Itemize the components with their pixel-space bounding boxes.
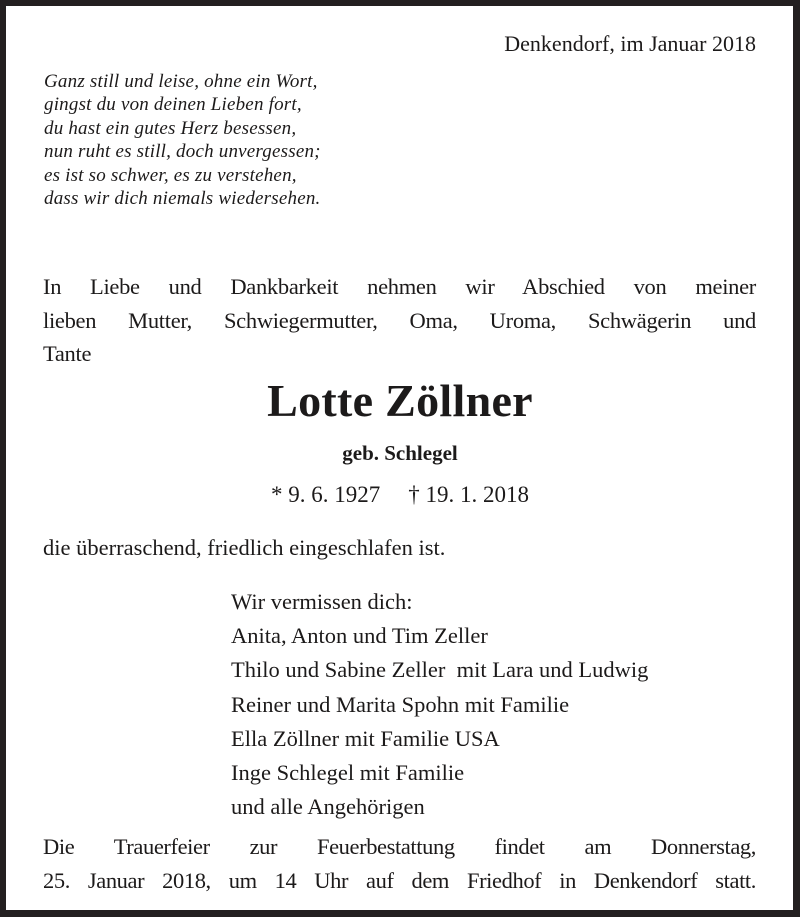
- poem-line: Ganz still und leise, ohne ein Wort,: [44, 71, 318, 92]
- funeral-info: [43, 830, 756, 898]
- death-date: † 19. 1. 2018: [408, 482, 529, 507]
- mourner-item: Inge Schlegel mit Familie: [231, 760, 465, 786]
- birth-date: * 9. 6. 1927: [271, 482, 381, 507]
- life-dates: [0, 480, 800, 510]
- funeral-line: 25. Januar 2018, um 14 Uhr auf dem Friedhof in Denkendorf statt.: [43, 868, 756, 893]
- mourner-item: und alle Angehörigen: [231, 794, 425, 820]
- poem-line: nun ruht es still, doch unvergessen;: [44, 141, 321, 163]
- mourner-item: Ella Zöllner mit Familie USA: [231, 725, 500, 751]
- intro-paragraph: [43, 270, 756, 371]
- deceased-name: Lotte Zöllner: [267, 375, 533, 426]
- poem: [44, 70, 321, 210]
- mourner-item: Anita, Anton und Tim Zeller: [231, 623, 488, 649]
- intro-line: In Liebe und Dankbarkeit nehmen wir Abschied von meiner: [43, 274, 756, 299]
- poem-line: es ist so schwer, es zu verstehen,: [44, 164, 297, 186]
- funeral-line: Die Trauerfeier zur Feuerbestattung findet am Donnerstag,: [43, 834, 756, 859]
- passed-away-text: die überraschend, friedlich eingeschlafen ist.: [43, 535, 446, 560]
- mourner-item: Reiner und Marita Spohn mit Familie: [231, 691, 570, 717]
- intro-line: lieben Mutter, Schwiegermutter, Oma, Uroma, Schwägerin und: [43, 307, 756, 333]
- poem-line: gingst du von deinen Lieben fort,: [44, 94, 302, 116]
- mourners-heading: Wir vermissen dich:: [231, 589, 413, 614]
- mourners-list: [231, 585, 648, 824]
- poem-line: du hast ein gutes Herz besessen,: [44, 117, 297, 139]
- place-date: Denkendorf, im Januar 2018: [504, 31, 756, 56]
- mourner-item: Thilo und Sabine Zeller mit Lara und Ludwig: [231, 657, 649, 683]
- maiden-name: geb. Schlegel: [342, 441, 458, 465]
- poem-line: dass wir dich niemals wiedersehen.: [44, 188, 321, 210]
- intro-line: Tante: [43, 341, 92, 366]
